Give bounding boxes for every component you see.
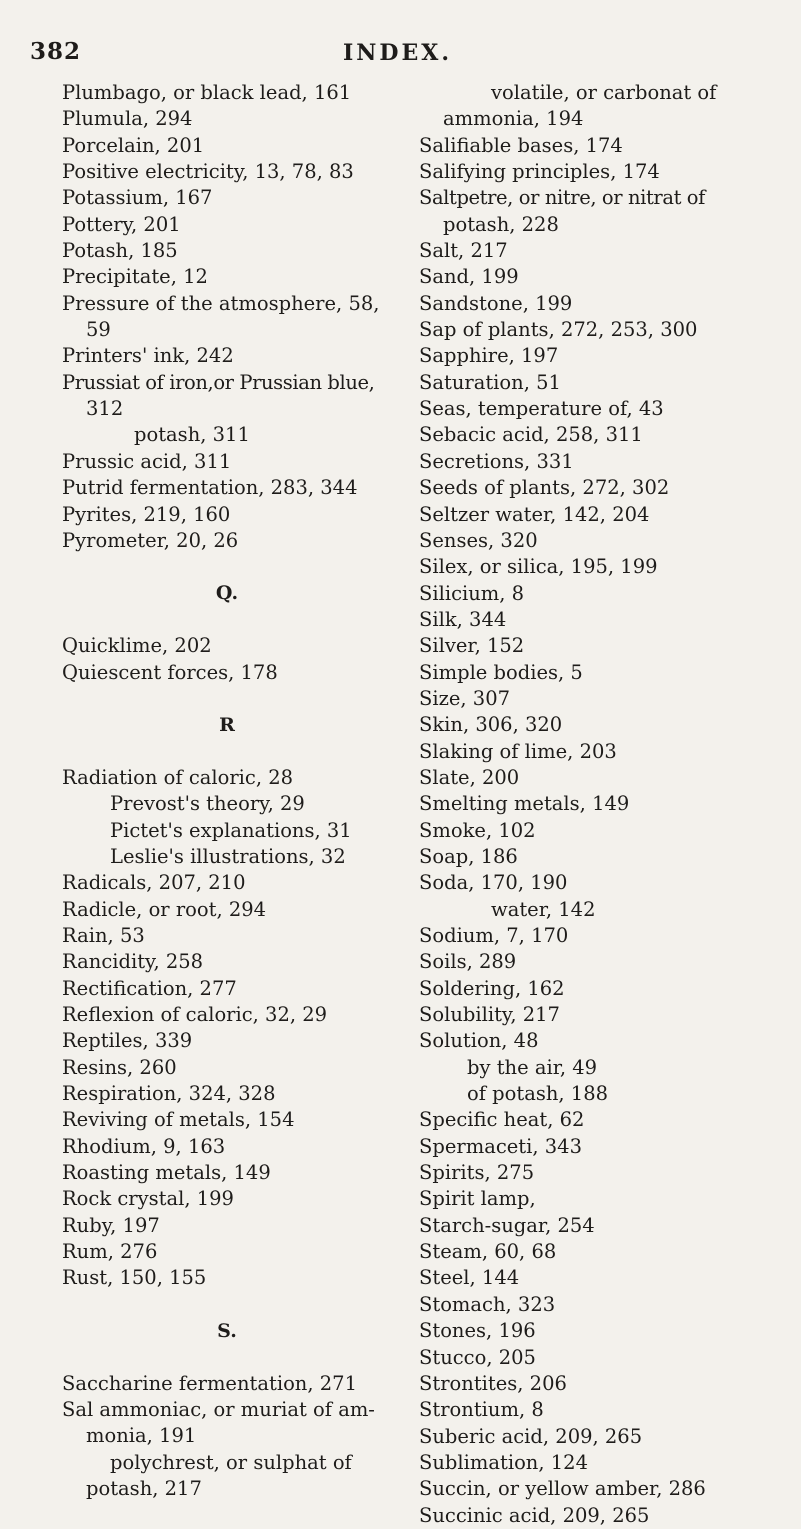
index-subentry: of potash, 188 xyxy=(467,1082,609,1106)
index-entry: Rhodium, 9, 163 xyxy=(62,1134,226,1158)
index-entry: Saturation, 51 xyxy=(419,370,561,394)
index-entry: Porcelain, 201 xyxy=(62,133,205,157)
index-entry: Rock crystal, 199 xyxy=(62,1187,234,1211)
index-entry: Steel, 144 xyxy=(419,1266,520,1290)
index-entry: Smelting metals, 149 xyxy=(419,792,630,816)
index-entry-continuation: monia, 191 xyxy=(86,1424,197,1448)
index-subentry: by the air, 49 xyxy=(467,1055,598,1079)
index-entry: Simple bodies, 5 xyxy=(419,660,583,684)
index-entry: Reptiles, 339 xyxy=(62,1029,193,1053)
index-entry: Stucco, 205 xyxy=(419,1345,536,1369)
index-entry: Sapphire, 197 xyxy=(419,344,559,368)
index-entry: Pyrites, 219, 160 xyxy=(62,502,231,526)
left-index-column xyxy=(62,80,392,1502)
index-entry: Silver, 152 xyxy=(419,634,525,658)
index-entry: Precipitate, 12 xyxy=(62,265,208,289)
index-entry: Potash, 185 xyxy=(62,239,178,263)
index-entry: Succinic acid, 209, 265 xyxy=(419,1503,650,1527)
section-letter-s: S. xyxy=(217,1319,237,1342)
index-entry: Sandstone, 199 xyxy=(419,291,573,315)
index-entry: Stomach, 323 xyxy=(419,1292,556,1316)
index-entry: Strontium, 8 xyxy=(419,1398,544,1422)
index-entry: Roasting metals, 149 xyxy=(62,1161,271,1185)
index-entry: Sublimation, 124 xyxy=(419,1450,588,1474)
index-subentry: potash, 311 xyxy=(134,423,250,447)
index-entry: Salt, 217 xyxy=(419,239,508,263)
index-entry: Resins, 260 xyxy=(62,1055,177,1079)
index-entry: Steam, 60, 68 xyxy=(419,1240,557,1264)
index-entry: Rectification, 277 xyxy=(62,976,237,1000)
index-entry-continuation: potash, 217 xyxy=(86,1477,202,1501)
index-entry: Rum, 276 xyxy=(62,1240,158,1264)
index-entry: Sebacic acid, 258, 311 xyxy=(419,423,643,447)
index-entry: Sand, 199 xyxy=(419,265,519,289)
index-entry: Silicium, 8 xyxy=(419,581,525,605)
index-entry: Sal ammoniac, or muriat of am- xyxy=(62,1398,375,1422)
index-entry: Putrid fermentation, 283, 344 xyxy=(62,476,358,500)
index-entry: Starch-sugar, 254 xyxy=(419,1213,595,1237)
index-entry: Potassium, 167 xyxy=(62,186,213,210)
index-entry: Smoke, 102 xyxy=(419,818,536,842)
index-subentry: Leslie's illustrations, 32 xyxy=(110,844,346,868)
page-header xyxy=(0,18,801,66)
running-title: INDEX. xyxy=(343,40,452,66)
index-entry: Positive electricity, 13, 78, 83 xyxy=(62,160,354,184)
index-entry: Skin, 306, 320 xyxy=(419,713,563,737)
index-entry: Saccharine fermentation, 271 xyxy=(62,1371,357,1395)
index-subentry: Pictet's explanations, 31 xyxy=(110,818,352,842)
index-entry: Prussic acid, 311 xyxy=(62,449,232,473)
index-entry: Senses, 320 xyxy=(419,528,538,552)
index-entry: Radicals, 207, 210 xyxy=(62,871,246,895)
index-entry: Salifiable bases, 174 xyxy=(419,133,623,157)
index-entry: Respiration, 324, 328 xyxy=(62,1082,276,1105)
index-entry: Quicklime, 202 xyxy=(62,634,212,658)
index-entry: Rust, 150, 155 xyxy=(62,1266,207,1290)
index-entry: Spirits, 275 xyxy=(419,1161,535,1185)
index-entry: Reflexion of caloric, 32, 29 xyxy=(62,1002,328,1026)
page-number: 382 xyxy=(30,38,82,65)
index-entry: Soils, 289 xyxy=(419,950,517,974)
index-entry: Salifying principles, 174 xyxy=(419,160,660,184)
index-subentry: polychrest, or sulphat of xyxy=(110,1450,352,1474)
index-entry: Seas, temperature of, 43 xyxy=(419,397,664,421)
index-entry-continuation: 312 xyxy=(86,397,124,421)
index-entry: Slate, 200 xyxy=(419,765,520,789)
index-entry-continuation: potash, 228 xyxy=(443,212,559,236)
index-entry: Solution, 48 xyxy=(419,1029,539,1053)
index-subentry: volatile, or carbonat of xyxy=(491,81,717,104)
index-entry: Plumula, 294 xyxy=(62,107,193,131)
index-entry: Saltpetre, or nitre, or nitrat of xyxy=(419,186,705,210)
index-entry: Secretions, 331 xyxy=(419,449,574,473)
index-entry: Pressure of the atmosphere, 58, xyxy=(62,291,380,315)
index-entry: Rancidity, 258 xyxy=(62,950,204,974)
index-entry: Printers' ink, 242 xyxy=(62,344,234,368)
right-index-column xyxy=(419,80,794,1529)
index-entry: Radiation of caloric, 28 xyxy=(62,765,294,789)
section-letter-q: Q. xyxy=(215,582,239,605)
index-entry: Succin, or yellow amber, 286 xyxy=(419,1477,706,1501)
index-entry: Seltzer water, 142, 204 xyxy=(419,502,650,526)
index-entry: Plumbago, or black lead, 161 xyxy=(62,81,352,104)
index-entry: Reviving of metals, 154 xyxy=(62,1108,295,1132)
index-entry: Strontites, 206 xyxy=(419,1371,567,1395)
index-entry: Stones, 196 xyxy=(419,1319,536,1343)
index-subentry: Prevost's theory, 29 xyxy=(110,792,305,816)
index-entry: Rain, 53 xyxy=(62,923,145,947)
index-entry: Pyrometer, 20, 26 xyxy=(62,528,239,552)
index-entry: Solubility, 217 xyxy=(419,1003,560,1027)
index-entry: Quiescent forces, 178 xyxy=(62,660,278,684)
section-letter-r: R xyxy=(219,713,235,736)
index-entry: Pottery, 201 xyxy=(62,212,181,236)
index-entry: Radicle, or root, 294 xyxy=(62,897,267,921)
index-entry: Soap, 186 xyxy=(419,844,518,868)
index-entry: Spermaceti, 343 xyxy=(419,1134,582,1158)
index-entry: Specific heat, 62 xyxy=(419,1108,585,1132)
index-entry: Soda, 170, 190 xyxy=(419,871,568,895)
index-entry: Ruby, 197 xyxy=(62,1213,160,1237)
index-entry: Slaking of lime, 203 xyxy=(419,739,617,763)
index-entry: Size, 307 xyxy=(419,686,511,710)
index-subentry: water, 142 xyxy=(491,897,596,921)
index-entry: Suberic acid, 209, 265 xyxy=(419,1424,643,1448)
index-entry: Sap of plants, 272, 253, 300 xyxy=(419,318,698,342)
index-entry: Prussiat of iron,or Prussian blue, xyxy=(62,370,375,394)
index-entry: Spirit lamp, xyxy=(419,1187,536,1211)
index-entry: Seeds of plants, 272, 302 xyxy=(419,476,670,500)
index-entry: Silk, 344 xyxy=(419,607,507,631)
index-entry-continuation: ammonia, 194 xyxy=(443,107,584,131)
index-entry: Soldering, 162 xyxy=(419,976,565,1000)
index-entry: Sodium, 7, 170 xyxy=(419,924,569,947)
index-entry-continuation: 59 xyxy=(86,318,111,342)
index-entry: Silex, or silica, 195, 199 xyxy=(419,555,658,579)
